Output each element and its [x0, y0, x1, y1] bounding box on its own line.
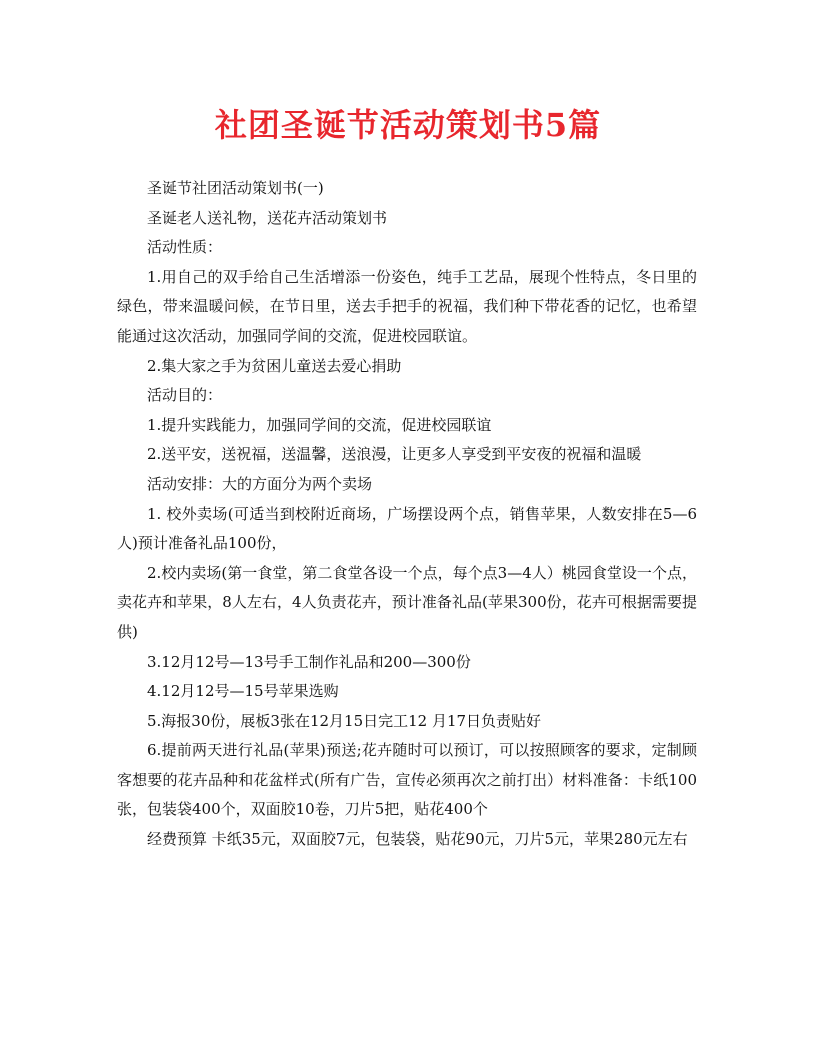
paragraph: 圣诞老人送礼物，送花卉活动策划书	[147, 208, 388, 227]
document-title: 社团圣诞节活动策划书5篇	[214, 106, 602, 144]
paragraph: 2.校内卖场(第一食堂，第二食堂各设一个点，每个点3—4人）桃园食堂设一个点，卖花卉和苹果，8人左右，4人负责花卉，预计准备礼品(苹果300份，花卉可根据需要提供)	[117, 563, 697, 641]
paragraph: 圣诞节社团活动策划书(一)	[147, 179, 324, 197]
document-body	[117, 174, 697, 855]
paragraph: 活动性质：	[147, 238, 223, 257]
paragraph: 活动安排：大的方面分为两个卖场	[147, 474, 373, 493]
paragraph: 1. 校外卖场(可适当到校附近商场，广场摆设两个点，销售苹果，人数安排在5—6人)预计准备礼品100份，	[117, 504, 697, 553]
paragraph: 3.12月12号—13号手工制作礼品和200—300份	[147, 652, 471, 671]
paragraph: 6.提前两天进行礼品(苹果)预送;花卉随时可以预订，可以按照顾客的要求，定制顾客想要的花卉品种和花盆样式(所有广告，宣传必须再次之前打出）材料准备：卡纸100张，包装袋400个，双面胶10卷，刀片5把，贴花400个	[117, 741, 697, 819]
paragraph: 活动目的：	[147, 386, 223, 405]
paragraph: 4.12月12号—15号苹果选购	[147, 682, 339, 701]
paragraph: 经费预算 卡纸35元，双面胶7元，包装袋，贴花90元，刀片5元，苹果280元左右	[147, 830, 688, 849]
paragraph: 2.集大家之手为贫困儿童送去爱心捐助	[147, 356, 402, 375]
paragraph: 1.用自己的双手给自己生活增添一份姿色，纯手工艺品，展现个性特点，冬日里的绿色，带来温暖问候，在节日里，送去手把手的祝福，我们种下带花香的记忆，也希望能通过这次活动，加强同学间的交流，促进校园联谊。	[117, 267, 697, 345]
paragraph: 1.提升实践能力，加强同学间的交流，促进校园联谊	[147, 415, 492, 434]
paragraph: 2.送平安，送祝福，送温馨，送浪漫，让更多人享受到平安夜的祝福和温暖	[147, 445, 642, 464]
paragraph: 5.海报30份，展板3张在12月15日完工12 月17日负责贴好	[147, 711, 542, 730]
